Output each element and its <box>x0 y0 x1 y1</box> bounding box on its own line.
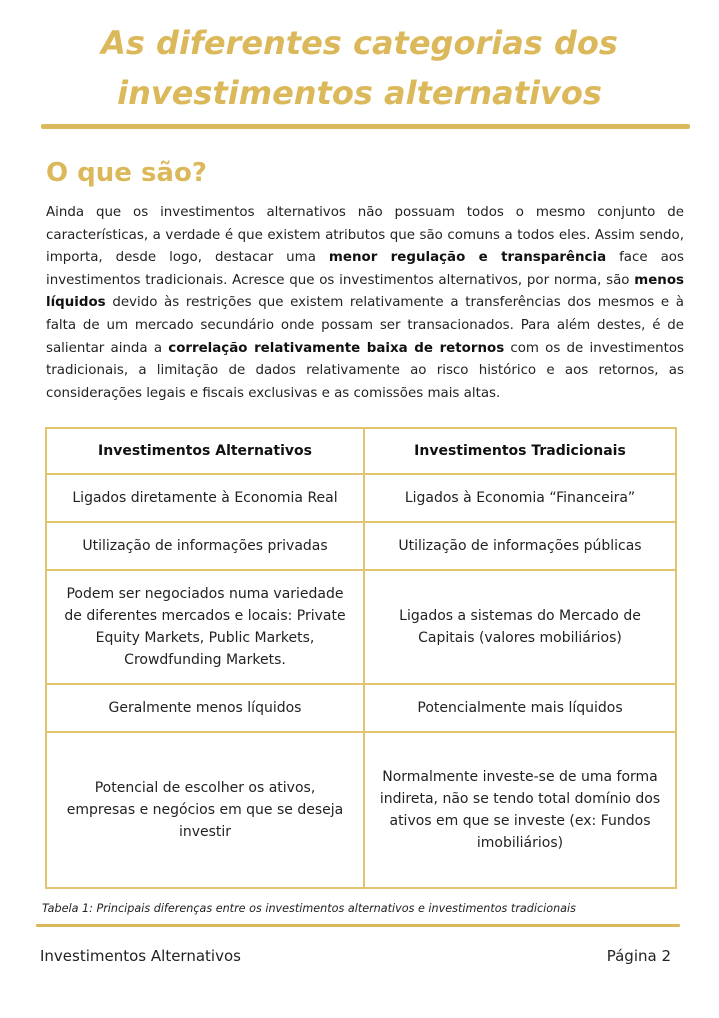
paragraph-segment: face aos investimentos tradicionais. Acresce que os investimentos alternativos, por norma, são <box>46 250 684 288</box>
table-row <box>46 474 676 522</box>
table-cell: Normalmente investe-se de uma forma indireta, não se tendo total domínio dos ativos em que se investe (ex: Fundos imobiliários) <box>364 732 676 888</box>
paragraph-emphasis: menos líquidos <box>46 272 684 311</box>
page-title-line-2: investimentos alternativos <box>117 74 602 112</box>
header-traditional-investments: Investimentos Tradicionais <box>364 428 676 474</box>
table-cell: Podem ser negociados numa variedade de diferentes mercados e locais: Private Equity Markets, Public Markets, Crowdfunding Markets. <box>46 570 364 684</box>
footer-divider <box>36 924 680 927</box>
page-title-line-1: As diferentes categorias dos <box>101 24 618 62</box>
intro-paragraph <box>46 202 684 405</box>
section-heading: O que são? <box>46 158 207 188</box>
paragraph-segment: com os de investimentos tradicionais, a limitação de dados relativamente ao risco histórico e aos retornos, as considerações legais e fiscais exclusivas e as comissões mais altas. <box>46 340 684 401</box>
table-row <box>46 570 676 684</box>
comparison-table <box>45 427 677 889</box>
table-cell: Ligados a sistemas do Mercado de Capitais (valores mobiliários) <box>364 570 676 684</box>
paragraph-emphasis: correlação relativamente baixa de retornos <box>168 340 505 356</box>
footer-document-title: Investimentos Alternativos <box>40 947 241 965</box>
paragraph-segment: Ainda que os investimentos alternativos não possuam todos o mesmo conjunto de características, a verdade é que existem atributos que são comuns a todos eles. Assim sendo, importa, desde logo, destacar uma <box>46 205 684 266</box>
paragraph-emphasis: menor regulação e transparência <box>328 250 607 266</box>
table-row <box>46 732 676 888</box>
table-cell: Ligados à Economia “Financeira” <box>364 474 676 522</box>
table-caption: Tabela 1: Principais diferenças entre os investimentos alternativos e investimentos tradicionais <box>42 902 576 915</box>
table-header-row <box>46 428 676 474</box>
title-divider <box>41 124 690 129</box>
table-cell: Geralmente menos líquidos <box>46 684 364 732</box>
table-cell: Potencial de escolher os ativos, empresas e negócios em que se deseja investir <box>46 732 364 888</box>
paragraph-segment: devido às restrições que existem relativamente a transferências dos mesmos e à falta de um mercado secundário onde possam ser transacionados. Para além destes, é de salientar ainda a <box>46 295 684 356</box>
page-title <box>0 18 719 118</box>
table-cell: Ligados diretamente à Economia Real <box>46 474 364 522</box>
header-alternative-investments: Investimentos Alternativos <box>46 428 364 474</box>
table-row <box>46 684 676 732</box>
table-cell: Utilização de informações privadas <box>46 522 364 570</box>
table-cell: Utilização de informações públicas <box>364 522 676 570</box>
table-row <box>46 522 676 570</box>
footer-page-number: Página 2 <box>606 947 671 965</box>
table-cell: Potencialmente mais líquidos <box>364 684 676 732</box>
